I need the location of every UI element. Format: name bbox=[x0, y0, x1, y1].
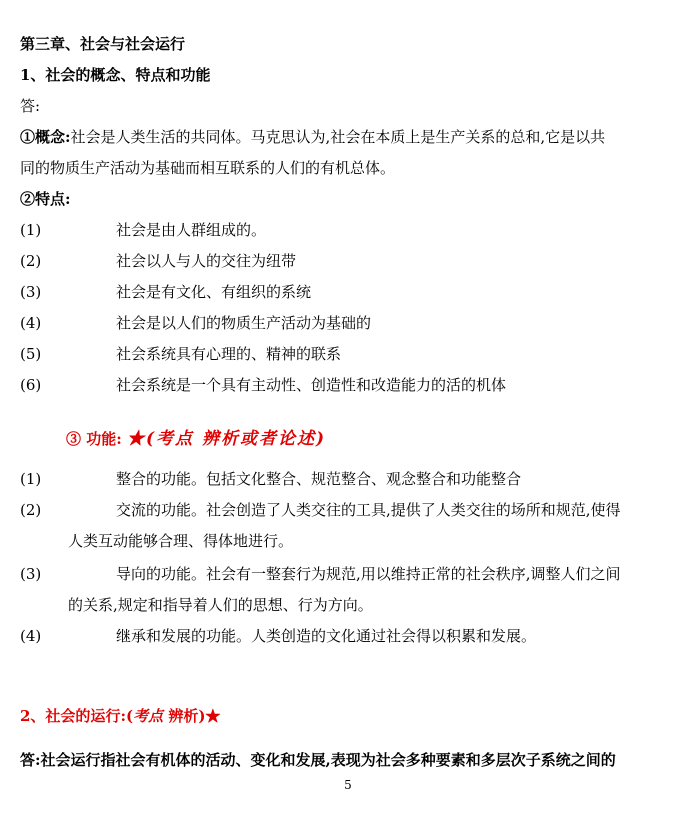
feature-num: (2) bbox=[20, 252, 42, 270]
feature-text: 社会以人与人的交往为纽带 bbox=[116, 252, 297, 270]
feature-num: (3) bbox=[20, 283, 42, 301]
function-num: (2) bbox=[20, 501, 42, 519]
function-item bbox=[20, 626, 536, 646]
feature-num: (4) bbox=[20, 314, 42, 332]
feature-item bbox=[20, 313, 371, 333]
feature-item bbox=[20, 282, 311, 302]
feature-item bbox=[20, 344, 341, 364]
section2-title-hand: 考点 bbox=[133, 707, 164, 725]
answer-label: 答: bbox=[20, 97, 41, 115]
concept-label: ①概念: bbox=[20, 128, 71, 146]
section2-title bbox=[20, 706, 220, 726]
function-text: 整合的功能。包括文化整合、规范整合、观念整合和功能整合 bbox=[116, 470, 522, 488]
section2-answer: 答:社会运行指社会有机体的活动、变化和发展,表现为社会多种要素和多层次子系统之间的 bbox=[20, 751, 616, 769]
function-text: 导向的功能。社会有一整套行为规范,用以维持正常的社会秩序,调整人们之间 bbox=[116, 565, 621, 583]
functions-heading bbox=[66, 424, 326, 449]
feature-item bbox=[20, 251, 296, 271]
function-item bbox=[20, 500, 621, 520]
function-text-cont: 的关系,规定和指导着人们的思想、行为方向。 bbox=[68, 596, 373, 614]
feature-num: (1) bbox=[20, 221, 42, 239]
feature-item bbox=[20, 375, 506, 395]
function-item bbox=[20, 469, 521, 489]
section2-title-prefix: 2、社会的运行:( bbox=[20, 707, 134, 725]
feature-num: (6) bbox=[20, 376, 42, 394]
function-num: (1) bbox=[20, 470, 42, 488]
feature-text: 社会系统是一个具有主动性、创造性和改造能力的活的机体 bbox=[116, 376, 507, 394]
page-number: 5 bbox=[344, 778, 352, 792]
concept-line-1 bbox=[20, 127, 605, 147]
function-num: (3) bbox=[20, 565, 42, 583]
feature-text: 社会是有文化、有组织的系统 bbox=[116, 283, 312, 301]
function-text-cont: 人类互动能够合理、得体地进行。 bbox=[68, 532, 294, 550]
feature-text: 社会是以人们的物质生产活动为基础的 bbox=[116, 314, 372, 332]
feature-num: (5) bbox=[20, 345, 42, 363]
section1-title: 1、社会的概念、特点和功能 bbox=[20, 66, 211, 84]
feature-item bbox=[20, 220, 266, 240]
function-text: 继承和发展的功能。人类创造的文化通过社会得以积累和发展。 bbox=[116, 627, 537, 645]
functions-label: ③ 功能: bbox=[66, 430, 122, 448]
concept-line-2: 同的物质生产活动为基础而相互联系的人们的有机总体。 bbox=[20, 159, 396, 177]
function-text: 交流的功能。社会创造了人类交往的工具,提供了人类交往的场所和规范,使得 bbox=[116, 501, 621, 519]
feature-text: 社会系统具有心理的、精神的联系 bbox=[116, 345, 342, 363]
chapter-title: 第三章、社会与社会运行 bbox=[20, 35, 186, 53]
function-item bbox=[20, 564, 621, 584]
concept-text-1: 社会是人类生活的共同体。马克思认为,社会在本质上是生产关系的总和,它是以共 bbox=[70, 128, 606, 146]
feature-text: 社会是由人群组成的。 bbox=[116, 221, 267, 239]
features-label: ②特点: bbox=[20, 190, 71, 208]
function-num: (4) bbox=[20, 627, 42, 645]
section2-title-suffix: 辨析)★ bbox=[163, 707, 221, 725]
functions-star-note: ★(考点 辨析或者论述) bbox=[127, 429, 327, 449]
